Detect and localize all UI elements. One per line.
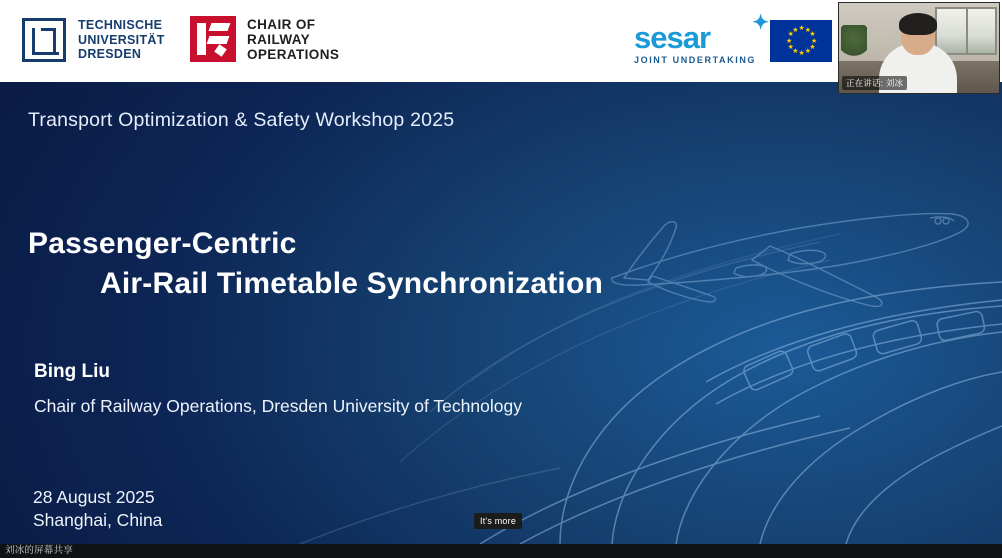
tu-dresden-logo	[22, 18, 165, 62]
eu-star-icon: ★	[792, 26, 799, 34]
slide-title-line-2: Air-Rail Timetable Synchronization	[100, 267, 604, 300]
eu-star-icon: ★	[804, 48, 812, 56]
tud-line-1: TECHNISCHE	[78, 18, 163, 33]
floating-caption: It's more	[474, 513, 522, 529]
window-background	[935, 7, 997, 55]
webcam-pip[interactable]	[838, 2, 1000, 94]
tud-line-2: UNIVERSITÄT	[78, 32, 165, 47]
presenter-name: Bing Liu	[34, 361, 110, 382]
presenter-affiliation: Chair of Railway Operations, Dresden University of Technology	[34, 396, 522, 416]
sesar-subtitle: JOINT UNDERTAKING	[634, 55, 757, 65]
tud-line-3: DRESDEN	[78, 47, 142, 62]
chair-of-railway-operations-logo	[190, 16, 339, 62]
tu-dresden-wordmark	[78, 18, 165, 62]
european-union-flag-icon	[770, 20, 832, 62]
chair-line-3: OPERATIONS	[247, 46, 340, 62]
eu-star-icon: ★	[798, 25, 805, 32]
airplane-and-train-line-art	[0, 82, 1002, 544]
eu-star-icon: ★	[787, 31, 794, 39]
sesar-wordmark	[634, 12, 769, 55]
event-location: Shanghai, China	[33, 510, 163, 530]
speaker-hair	[899, 13, 937, 35]
eu-star-icon: ★	[798, 50, 805, 57]
plant-background	[841, 25, 867, 59]
sesar-star-icon: ✦	[752, 12, 769, 34]
screen-share-status-bar: 刘冰的屏幕共享	[0, 544, 1002, 558]
tu-dresden-mark-icon	[22, 18, 66, 62]
eu-star-icon: ★	[804, 26, 812, 34]
eu-star-icon: ★	[786, 37, 793, 45]
workshop-label: Transport Optimization & Safety Workshop 2025	[28, 109, 455, 131]
sesar-logo	[634, 12, 769, 65]
eu-star-icon: ★	[809, 31, 816, 39]
slide-title-line-1: Passenger-Centric	[28, 227, 297, 260]
sesar-text: sesar	[634, 20, 711, 55]
chair-line-2: RAILWAY	[247, 31, 311, 47]
chair-wordmark	[247, 17, 339, 62]
event-date: 28 August 2025	[33, 487, 155, 507]
active-speaker-label: 正在讲话: 刘冰	[842, 76, 907, 90]
slide-body	[0, 82, 1002, 544]
railway-chair-mark-icon	[190, 16, 236, 62]
eu-star-icon: ★	[792, 48, 799, 56]
eu-star-icon: ★	[787, 43, 794, 51]
eu-star-icon: ★	[809, 43, 816, 51]
chair-line-1: CHAIR OF	[247, 16, 316, 32]
eu-star-icon: ★	[811, 37, 818, 45]
